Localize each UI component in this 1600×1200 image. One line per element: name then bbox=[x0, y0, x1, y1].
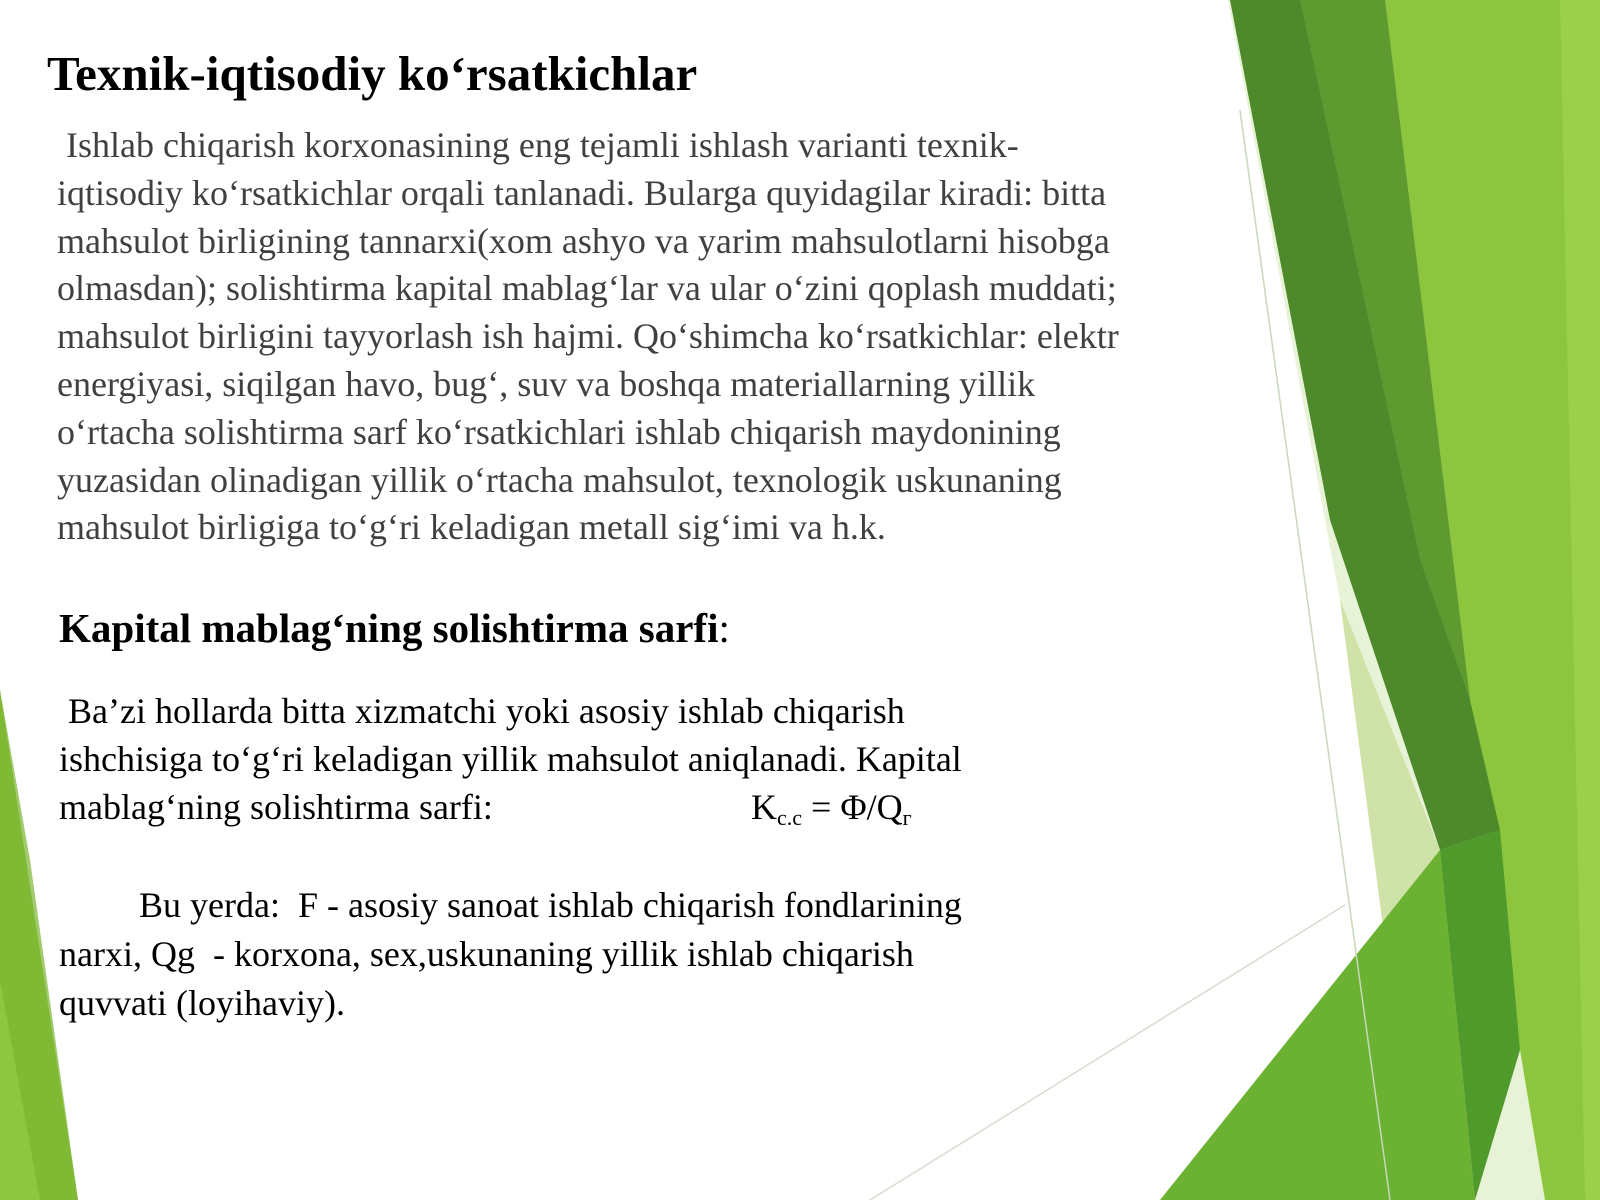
note-line: quvvati (loyihaviy). bbox=[59, 983, 345, 1023]
formula-lhs-subscript: c.c bbox=[777, 804, 803, 830]
subheading-colon: : bbox=[718, 605, 730, 651]
intro-line: olmasdan); solishtirma kapital mablag‘lar va ular o‘zini qoplash muddati; bbox=[57, 268, 1117, 309]
intro-paragraph bbox=[57, 122, 1257, 552]
body-line: Ba’zi hollarda bitta xizmatchi yoki asosiy ishlab chiqarish bbox=[59, 691, 905, 731]
intro-line: mahsulot birligini tayyorlash ish hajmi. Qo‘shimcha ko‘rsatkichlar: elektr bbox=[57, 316, 1119, 357]
body-line: mablag‘ning solishtirma sarfi: bbox=[59, 786, 493, 827]
bottom-green-triangle bbox=[1160, 850, 1475, 1200]
formula-lhs: K bbox=[751, 786, 777, 827]
note-line: narxi, Qg - korxona, sex,uskunaning yillik ishlab chiqarish bbox=[59, 934, 914, 974]
intro-line: yuzasidan olinadigan yillik o‘rtacha mahsulot, texnologik uskunaning bbox=[57, 459, 1062, 500]
intro-line: Ishlab chiqarish korxonasining eng tejamli ishlash varianti texnik- bbox=[57, 125, 1019, 165]
intro-line: o‘rtacha solishtirma sarf ko‘rsatkichlari ishlab chiqarish maydonining bbox=[57, 411, 1061, 452]
body-paragraph bbox=[59, 688, 1109, 831]
intro-line: mahsulot birligiga to‘g‘ri keladigan metall sig‘imi va h.k. bbox=[57, 507, 886, 548]
formula bbox=[751, 784, 912, 842]
body-line: ishchisiga to‘g‘ri keladigan yillik mahsulot aniqlanadi. Kapital bbox=[59, 738, 962, 779]
intro-line: iqtisodiy ko‘rsatkichlar orqali tanlanadi. Bularga quyidagilar kiradi: bitta bbox=[57, 172, 1107, 213]
formula-rhs: = Φ/Q bbox=[802, 786, 903, 827]
note-line: Bu yerda: F - asosiy sanoat ishlab chiqarish fondlarining bbox=[139, 885, 962, 925]
subheading-text: Kapital mablag‘ning solishtirma sarfi bbox=[59, 605, 719, 651]
note-paragraph bbox=[59, 881, 1109, 1028]
slide-title: Texnik-iqtisodiy ko‘rsatkichlar bbox=[47, 46, 698, 101]
intro-line: energiyasi, siqilgan havo, bug‘, suv va boshqa materiallarning yillik bbox=[57, 363, 1036, 404]
body-line-with-formula bbox=[59, 784, 1109, 832]
intro-line: mahsulot birligining tannarxi(xom ashyo va yarim mahsulotlarni hisobga bbox=[57, 220, 1110, 261]
section-subheading bbox=[59, 604, 730, 652]
formula-rhs-subscript: г bbox=[902, 804, 912, 830]
